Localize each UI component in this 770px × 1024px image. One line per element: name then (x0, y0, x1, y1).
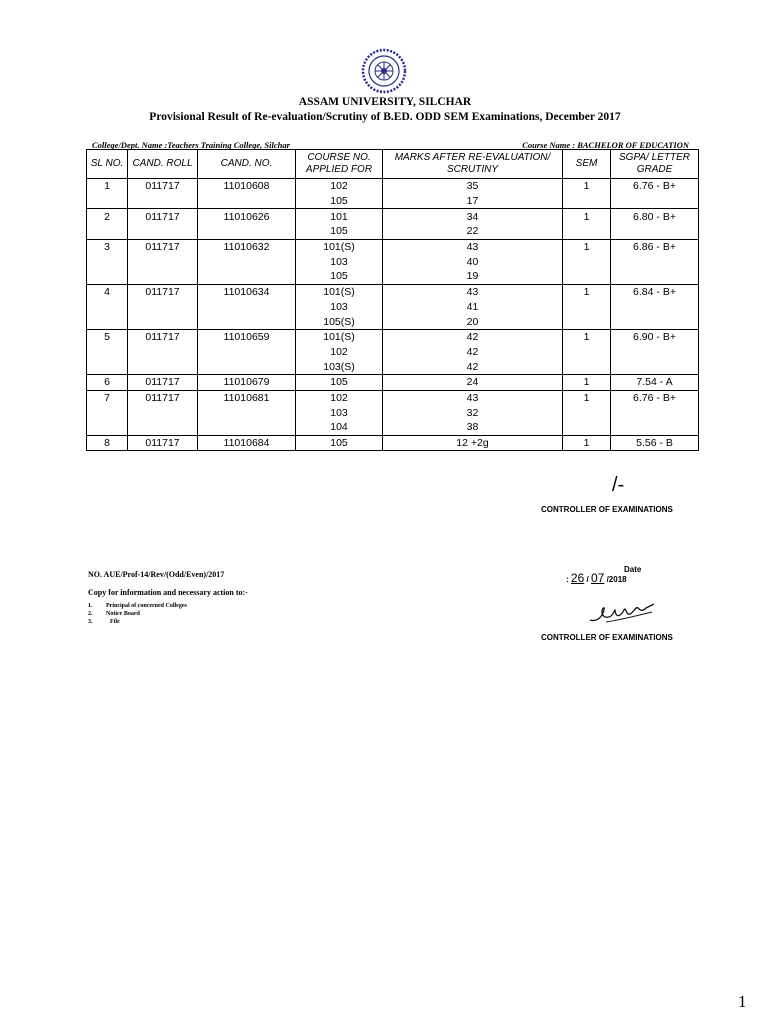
cell-course-no: 105 (296, 224, 383, 239)
university-logo (361, 48, 407, 94)
date-month: 07 (590, 571, 605, 585)
cell-course-no: 103 (296, 254, 383, 269)
header-course-line2: APPLIED FOR (305, 164, 373, 175)
cell-cand-roll (128, 269, 198, 284)
cell-sl-no: 3 (87, 239, 128, 254)
cell-cand-roll: 011717 (128, 374, 198, 390)
cell-cand-roll: 011717 (128, 239, 198, 254)
cell-cand-no: 11010681 (198, 390, 296, 405)
table-row (87, 374, 699, 390)
cell-sgpa (611, 345, 699, 360)
date-label: Date (624, 565, 642, 574)
table-row (87, 224, 699, 239)
table-row (87, 345, 699, 360)
copy-list-item (88, 611, 140, 617)
copy-list-text: Notice Board (106, 611, 140, 617)
header-sgpa-line1: SGPA/ LETTER (619, 152, 690, 163)
cell-cand-no: 11010659 (198, 329, 296, 344)
cell-marks: 17 (383, 194, 563, 209)
college-name: College/Dept. Name :Teachers Training College, Silchar (92, 140, 290, 150)
table-row (87, 284, 699, 299)
cell-cand-no (198, 224, 296, 239)
cell-cand-no: 11010626 (198, 209, 296, 224)
university-name: ASSAM UNIVERSITY, SILCHAR (298, 96, 472, 108)
cell-sgpa (611, 300, 699, 315)
document-title: Provisional Result of Re-evaluation/Scrutiny of B.ED. ODD SEM Examinations, December 2017 (149, 111, 621, 123)
handwritten-signature (586, 598, 658, 626)
signature-mark: /- (612, 474, 625, 496)
cell-course-no: 105 (296, 374, 383, 390)
cell-course-no: 101(S) (296, 284, 383, 299)
cell-sem: 1 (563, 209, 611, 224)
cell-cand-roll (128, 420, 198, 435)
table-row (87, 390, 699, 405)
copy-to-text: Copy for information and necessary action to:- (88, 588, 248, 597)
cell-cand-no (198, 269, 296, 284)
cell-sgpa: 6.90 - B+ (611, 329, 699, 344)
date-year: 2018 (608, 575, 627, 584)
cell-cand-no: 11010679 (198, 374, 296, 390)
cell-sem (563, 314, 611, 329)
cell-cand-no (198, 420, 296, 435)
cell-cand-no: 11010634 (198, 284, 296, 299)
date-prefix: : (566, 575, 569, 584)
cell-sem (563, 420, 611, 435)
copy-list-item (88, 619, 120, 625)
cell-sl-no (87, 345, 128, 360)
cell-course-no: 105 (296, 269, 383, 284)
table-row (87, 254, 699, 269)
cell-cand-roll (128, 405, 198, 420)
cell-sem: 1 (563, 390, 611, 405)
cell-sl-no: 8 (87, 435, 128, 451)
header-sem: SEM (563, 150, 611, 179)
cell-course-no: 101(S) (296, 239, 383, 254)
cell-sem (563, 269, 611, 284)
copy-list-number: 3. (88, 619, 93, 625)
header-sgpa-line2: GRADE (636, 164, 673, 175)
header-marks (383, 150, 563, 179)
table-row (87, 359, 699, 374)
cell-marks: 40 (383, 254, 563, 269)
cell-course-no: 104 (296, 420, 383, 435)
cell-sl-no: 5 (87, 329, 128, 344)
date-day: 26 (570, 571, 585, 585)
cell-sl-no: 4 (87, 284, 128, 299)
copy-list-text: Principal of concerned Colleges (106, 603, 187, 609)
cell-cand-no: 11010608 (198, 179, 296, 194)
date-value (566, 571, 627, 585)
cell-sem: 1 (563, 239, 611, 254)
cell-sl-no: 6 (87, 374, 128, 390)
header-marks-line1: MARKS AFTER RE-EVALUATION/ (394, 152, 551, 163)
cell-cand-no: 11010684 (198, 435, 296, 451)
cell-sem (563, 254, 611, 269)
cell-course-no: 105 (296, 435, 383, 451)
cell-sgpa: 6.76 - B+ (611, 390, 699, 405)
cell-course-no: 102 (296, 179, 383, 194)
course-name: Course Name : BACHELOR OF EDUCATION (522, 140, 689, 150)
cell-course-no: 103 (296, 405, 383, 420)
header-cand-no: CAND. NO. (198, 150, 296, 179)
cell-cand-roll (128, 224, 198, 239)
cell-cand-no (198, 314, 296, 329)
cell-course-no: 105(S) (296, 314, 383, 329)
table-row (87, 179, 699, 194)
header-marks-line2: SCRUTINY (446, 164, 499, 175)
cell-marks: 12 +2g (383, 435, 563, 451)
results-table (86, 149, 699, 451)
cell-marks: 43 (383, 390, 563, 405)
cell-marks: 19 (383, 269, 563, 284)
cell-sl-no (87, 314, 128, 329)
table-row (87, 269, 699, 284)
cell-sl-no: 1 (87, 179, 128, 194)
cell-marks: 20 (383, 314, 563, 329)
cell-marks: 43 (383, 239, 563, 254)
cell-marks: 34 (383, 209, 563, 224)
cell-sl-no (87, 254, 128, 269)
cell-course-no: 101(S) (296, 329, 383, 344)
controller-title-top: CONTROLLER OF EXAMINATIONS (541, 505, 673, 514)
cell-cand-no (198, 194, 296, 209)
cell-sem: 1 (563, 179, 611, 194)
table-row (87, 435, 699, 451)
cell-sgpa: 6.76 - B+ (611, 179, 699, 194)
cell-course-no: 103(S) (296, 359, 383, 374)
cell-marks: 42 (383, 359, 563, 374)
cell-sgpa (611, 359, 699, 374)
cell-sgpa (611, 420, 699, 435)
cell-cand-roll: 011717 (128, 209, 198, 224)
cell-course-no: 102 (296, 390, 383, 405)
cell-cand-roll: 011717 (128, 329, 198, 344)
copy-list-number: 2. (88, 611, 93, 617)
cell-sl-no (87, 420, 128, 435)
header-sgpa (611, 150, 699, 179)
cell-sgpa (611, 314, 699, 329)
cell-sem: 1 (563, 329, 611, 344)
header-cand-roll: CAND. ROLL (128, 150, 198, 179)
cell-sl-no: 7 (87, 390, 128, 405)
cell-sem (563, 224, 611, 239)
cell-sl-no (87, 300, 128, 315)
cell-sem: 1 (563, 284, 611, 299)
copy-list-text: File (110, 619, 120, 625)
cell-sgpa (611, 269, 699, 284)
cell-cand-no (198, 405, 296, 420)
cell-cand-no: 11010632 (198, 239, 296, 254)
cell-sem (563, 405, 611, 420)
cell-marks: 22 (383, 224, 563, 239)
table-row (87, 420, 699, 435)
cell-course-no: 101 (296, 209, 383, 224)
cell-sgpa: 6.86 - B+ (611, 239, 699, 254)
cell-cand-roll (128, 194, 198, 209)
cell-marks: 41 (383, 300, 563, 315)
date-sep1: / (586, 575, 589, 584)
copy-list-item (88, 603, 187, 609)
cell-course-no: 103 (296, 300, 383, 315)
cell-sem (563, 194, 611, 209)
cell-sem (563, 359, 611, 374)
cell-marks: 42 (383, 345, 563, 360)
cell-sl-no (87, 224, 128, 239)
cell-cand-roll (128, 300, 198, 315)
cell-cand-no (198, 345, 296, 360)
cell-cand-roll (128, 254, 198, 269)
table-row (87, 239, 699, 254)
cell-sgpa (611, 405, 699, 420)
cell-sl-no (87, 359, 128, 374)
table-row (87, 314, 699, 329)
copy-list-number: 1. (88, 603, 93, 609)
cell-course-no: 102 (296, 345, 383, 360)
cell-cand-no (198, 300, 296, 315)
cell-sgpa: 6.80 - B+ (611, 209, 699, 224)
cell-sl-no (87, 269, 128, 284)
cell-cand-roll: 011717 (128, 179, 198, 194)
controller-title-bottom: CONTROLLER OF EXAMINATIONS (541, 633, 673, 642)
table-row (87, 194, 699, 209)
cell-cand-roll (128, 345, 198, 360)
header-course-no (296, 150, 383, 179)
cell-cand-roll: 011717 (128, 435, 198, 451)
cell-sl-no (87, 194, 128, 209)
cell-sl-no: 2 (87, 209, 128, 224)
cell-cand-roll: 011717 (128, 390, 198, 405)
header-course-line1: COURSE NO. (307, 152, 371, 163)
table-header-row (87, 150, 699, 179)
cell-cand-roll (128, 314, 198, 329)
cell-marks: 43 (383, 284, 563, 299)
cell-marks: 24 (383, 374, 563, 390)
cell-sl-no (87, 405, 128, 420)
header-sl-no: SL NO. (87, 150, 128, 179)
date-sep2: / (606, 575, 609, 584)
cell-cand-no (198, 359, 296, 374)
cell-marks: 38 (383, 420, 563, 435)
table-row (87, 300, 699, 315)
results-body (87, 179, 699, 451)
cell-sem: 1 (563, 435, 611, 451)
table-row (87, 209, 699, 224)
cell-cand-no (198, 254, 296, 269)
cell-marks: 35 (383, 179, 563, 194)
table-row (87, 329, 699, 344)
page-number: 1 (738, 992, 747, 1011)
cell-sem: 1 (563, 374, 611, 390)
cell-sgpa (611, 224, 699, 239)
cell-cand-roll: 011717 (128, 284, 198, 299)
cell-sgpa: 6.84 - B+ (611, 284, 699, 299)
cell-sgpa: 5.56 - B (611, 435, 699, 451)
cell-marks: 32 (383, 405, 563, 420)
cell-sgpa (611, 194, 699, 209)
cell-sem (563, 345, 611, 360)
cell-cand-roll (128, 359, 198, 374)
cell-sem (563, 300, 611, 315)
cell-sgpa: 7.54 - A (611, 374, 699, 390)
cell-course-no: 105 (296, 194, 383, 209)
memo-number: NO. AUE/Prof-14/Rev/(Odd/Even)/2017 (88, 570, 225, 579)
table-row (87, 405, 699, 420)
cell-marks: 42 (383, 329, 563, 344)
cell-sgpa (611, 254, 699, 269)
